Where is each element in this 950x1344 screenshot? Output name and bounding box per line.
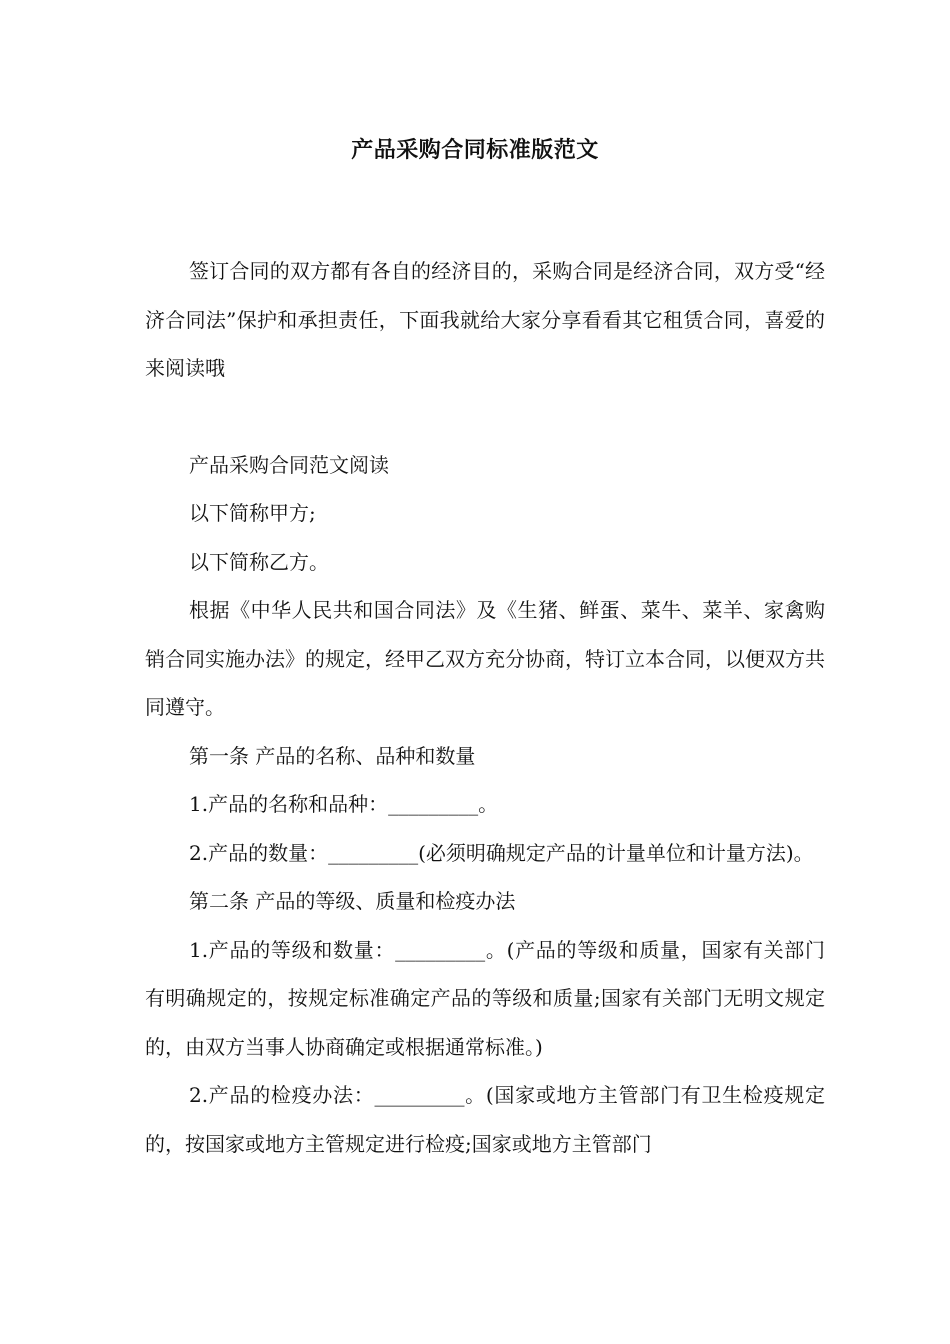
document-body — [145, 247, 825, 1168]
basis-paragraph: 根据《中华人民共和国合同法》及《生猪、鲜蛋、菜牛、菜羊、家禽购销合同实施办法》的规定，经甲乙双方充分协商，特订立本合同，以便双方共同遵守。 — [145, 598, 825, 719]
intro-paragraph: 签订合同的双方都有各自的经济目的，采购合同是经济合同，双方受“经济合同法”保护和承担责任，下面我就给大家分享看看其它租赁合同，喜爱的来阅读哦 — [145, 259, 825, 380]
article-1-item-1: 1.产品的名称和品种：_________。 — [189, 792, 499, 816]
section-heading: 产品采购合同范文阅读 — [189, 452, 389, 477]
paragraph-gap — [145, 393, 825, 441]
article-2-item-1: 1.产品的等级和数量：_________。(产品的等级和质量，国家有关部门有明确规定的，按规定标准确定产品的等级和质量;国家有关部门无明文规定的，由双方当事人协商确定或根据通常标准。) — [145, 937, 825, 1059]
party-a-line: 以下简称甲方; — [189, 501, 316, 525]
article-1-item-2: 2.产品的数量：_________(必须明确规定产品的计量单位和计量方法)。 — [189, 840, 814, 865]
article-1-heading: 第一条 产品的名称、品种和数量 — [189, 743, 476, 768]
article-2-item-2: 2.产品的检疫办法：_________。(国家或地方主管部门有卫生检疫规定的，按国家或地方主管规定进行检疫;国家或地方主管部门 — [145, 1083, 825, 1156]
document-title: 产品采购合同标准版范文 — [351, 138, 599, 163]
party-b-line: 以下简称乙方。 — [189, 549, 329, 574]
article-2-heading: 第二条 产品的等级、质量和检疫办法 — [189, 889, 516, 913]
